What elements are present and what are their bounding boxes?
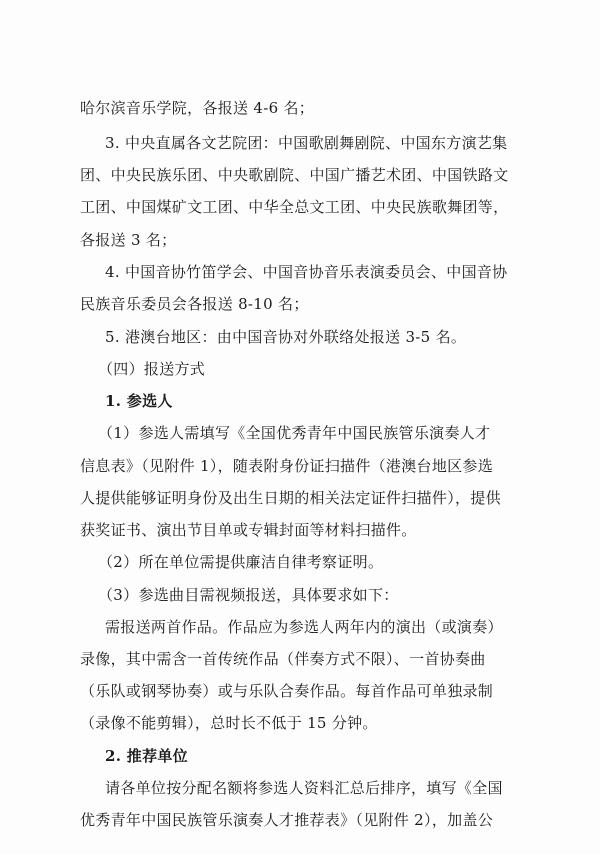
text-line: 需报送两首作品。作品应为参选人两年内的演出（或演奏） — [105, 618, 503, 636]
text-line: 录像，其中需含一首传统作品（伴奏方式不限）、一首协奏曲 — [80, 650, 486, 668]
subsection-heading: 1. 参选人 — [105, 392, 173, 410]
text-line: 请各单位按分配名额将参选人资料汇总后排序，填写《全国 — [105, 779, 503, 797]
text-line: 团、中央民族乐团、中央歌剧院、中国广播艺术团、中国铁路文 — [80, 166, 509, 184]
text-line: 人提供能够证明身份及出生日期的相关法定证件扫描件），提供 — [80, 489, 501, 507]
text-line: （乐队或钢琴协奏）或与乐队合奏作品。每首作品可单独录制 — [80, 682, 494, 700]
text-line: 各报送 3 名； — [80, 231, 177, 249]
text-line: （1）参选人需填写《全国优秀青年中国民族管乐演奏人才 — [98, 424, 491, 442]
text-line: 哈尔滨音乐学院，各报送 4-6 名； — [80, 99, 315, 117]
section-heading: （四）报送方式 — [98, 360, 206, 378]
text-line: 工团、中国煤矿文工团、中华全总文工团、中央民族歌舞团等， — [80, 198, 509, 216]
text-line: 优秀青年中国民族管乐演奏人才推荐表》（见附件 2），加盖公 — [80, 811, 494, 829]
text-line: （录像不能剪辑），总时长不低于 15 分钟。 — [80, 714, 378, 732]
text-line: 4. 中国音协竹笛学会、中国音协音乐表演委员会、中国音协 — [105, 263, 508, 281]
text-line: 获奖证书、演出节目单或专辑封面等材料扫描件。 — [80, 521, 417, 539]
text-line: 3. 中央直属各文艺院团：中国歌剧舞剧院、中国东方演艺集 — [105, 134, 508, 152]
subsection-heading: 2. 推荐单位 — [105, 747, 188, 765]
text-line: 信息表》（见附件 1），随表附身份证扫描件（港澳台地区参选 — [80, 457, 494, 475]
text-line: 5. 港澳台地区：由中国音协对外联络处报送 3-5 名。 — [105, 328, 467, 346]
text-line: （2）所在单位需提供廉洁自律考察证明。 — [98, 553, 384, 571]
text-line: （3）参选曲目需视频报送，具体要求如下： — [98, 586, 399, 604]
text-line: 民族音乐委员会各报送 8-10 名； — [80, 295, 309, 313]
